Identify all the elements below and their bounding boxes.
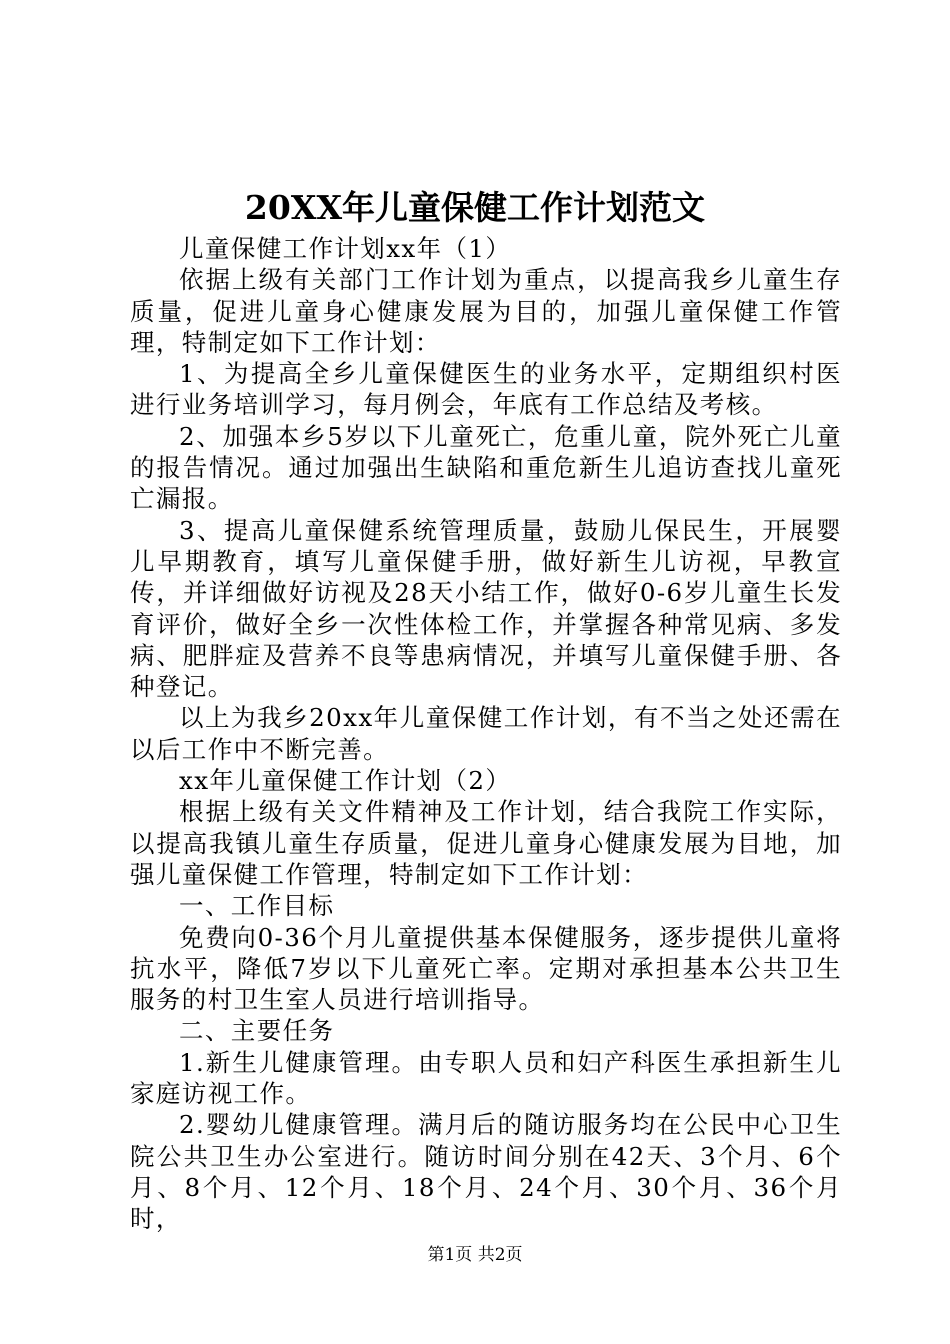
paragraph: 3、提高儿童保健系统管理质量，鼓励儿保民生，开展婴儿早期教育，填写儿童保健手册，做好新生儿访视，早教宣传，并详细做好访视及28天小结工作，做好0-6岁儿童生长发育评价，做好全乡一次性体检工作，并掌握各种常见病、多发病、肥胖症及营养不良等患病情况，并填写儿童保健手册、各种登记。 [130,515,842,702]
paragraph: 以上为我乡20xx年儿童保健工作计划，有不当之处还需在以后工作中不断完善。 [130,703,842,764]
paragraph: 免费向0-36个月儿童提供基本保健服务，逐步提供儿童将抗水平，降低7岁以下儿童死亡率。定期对承担基本公共卫生服务的村卫生室人员进行培训指导。 [130,922,842,1015]
document-title: 20XX年儿童保健工作计划范文 [244,188,706,227]
paragraph: 二、主要任务 [179,1016,335,1046]
paragraph: 儿童保健工作计划xx年（1） [179,234,512,263]
paragraph: 一、工作目标 [179,891,335,921]
paragraph: 2.婴幼儿健康管理。满月后的随访服务均在公民中心卫生院公共卫生办公室进行。随访时间分别在42天、3个月、6个月、8个月、12个月、18个月、24个月、30个月、36个月时， [130,1110,842,1234]
page-number-footer: 第1页 共2页 [427,1245,523,1265]
paragraph: 1.新生儿健康管理。由专职人员和妇产科医生承担新生儿家庭访视工作。 [130,1047,842,1109]
paragraph: 1、为提高全乡儿童保健医生的业务水平，定期组织村医进行业务培训学习，每月例会，年底有工作总结及考核。 [130,359,842,420]
paragraph: 根据上级有关文件精神及工作计划，结合我院工作实际，以提高我镇儿童生存质量，促进儿童身心健康发展为目地，加强儿童保健工作管理，特制定如下工作计划： [130,797,842,889]
paragraph: xx年儿童保健工作计划（2） [179,766,512,796]
document-body [130,233,842,1235]
paragraph: 2、加强本乡5岁以下儿童死亡，危重儿童，院外死亡儿童的报告情况。通过加强出生缺陷和重危新生儿追访查找儿童死亡漏报。 [130,421,842,514]
paragraph: 依据上级有关部门工作计划为重点，以提高我乡儿童生存质量，促进儿童身心健康发展为目的，加强儿童保健工作管理，特制定如下工作计划： [130,265,842,357]
